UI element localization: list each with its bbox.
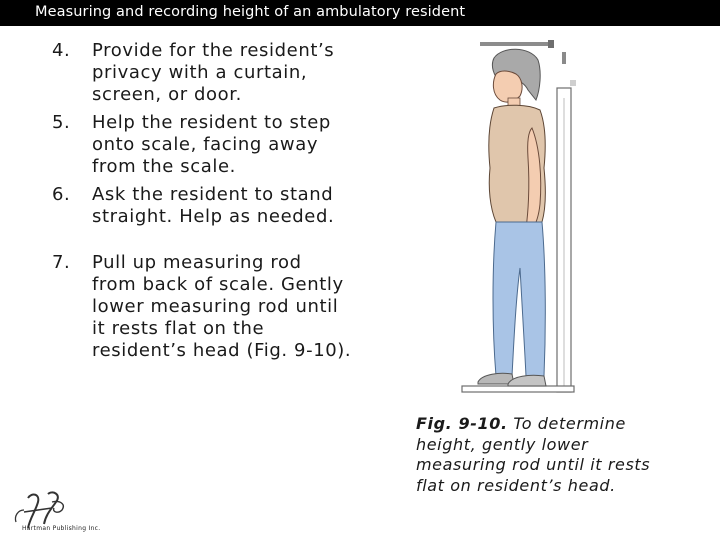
step-number: 4. xyxy=(52,40,71,61)
caption-label: Fig. 9-10. xyxy=(416,414,508,433)
step-4 xyxy=(52,40,352,106)
step-number: 6. xyxy=(52,184,71,205)
resident-on-scale-illustration xyxy=(450,38,590,398)
step-7 xyxy=(52,252,352,362)
caption-text: To determine height, gently lower measuring rod until it rests flat on resident’s head. xyxy=(416,414,651,495)
title-bar xyxy=(0,0,720,26)
step-5 xyxy=(52,112,352,178)
step-6 xyxy=(52,184,352,228)
step-text: Ask the resident to stand straight. Help as needed. xyxy=(92,184,335,227)
step-number: 7. xyxy=(52,252,71,273)
slide-title: Measuring and recording height of an ambulatory resident xyxy=(35,4,466,20)
step-text: Help the resident to step onto scale, facing away from the scale. xyxy=(92,112,331,177)
steps-list xyxy=(52,40,352,368)
figure-caption xyxy=(416,414,656,496)
logo-subtext: Hartman Publishing Inc. xyxy=(22,525,101,532)
step-text: Provide for the resident’s privacy with a curtain, screen, or door. xyxy=(92,40,335,105)
step-text: Pull up measuring rod from back of scale. Gently lower measuring rod until it rests flat on the resident’s head (Fig. 9-10). xyxy=(92,252,352,361)
step-number: 5. xyxy=(52,112,71,133)
